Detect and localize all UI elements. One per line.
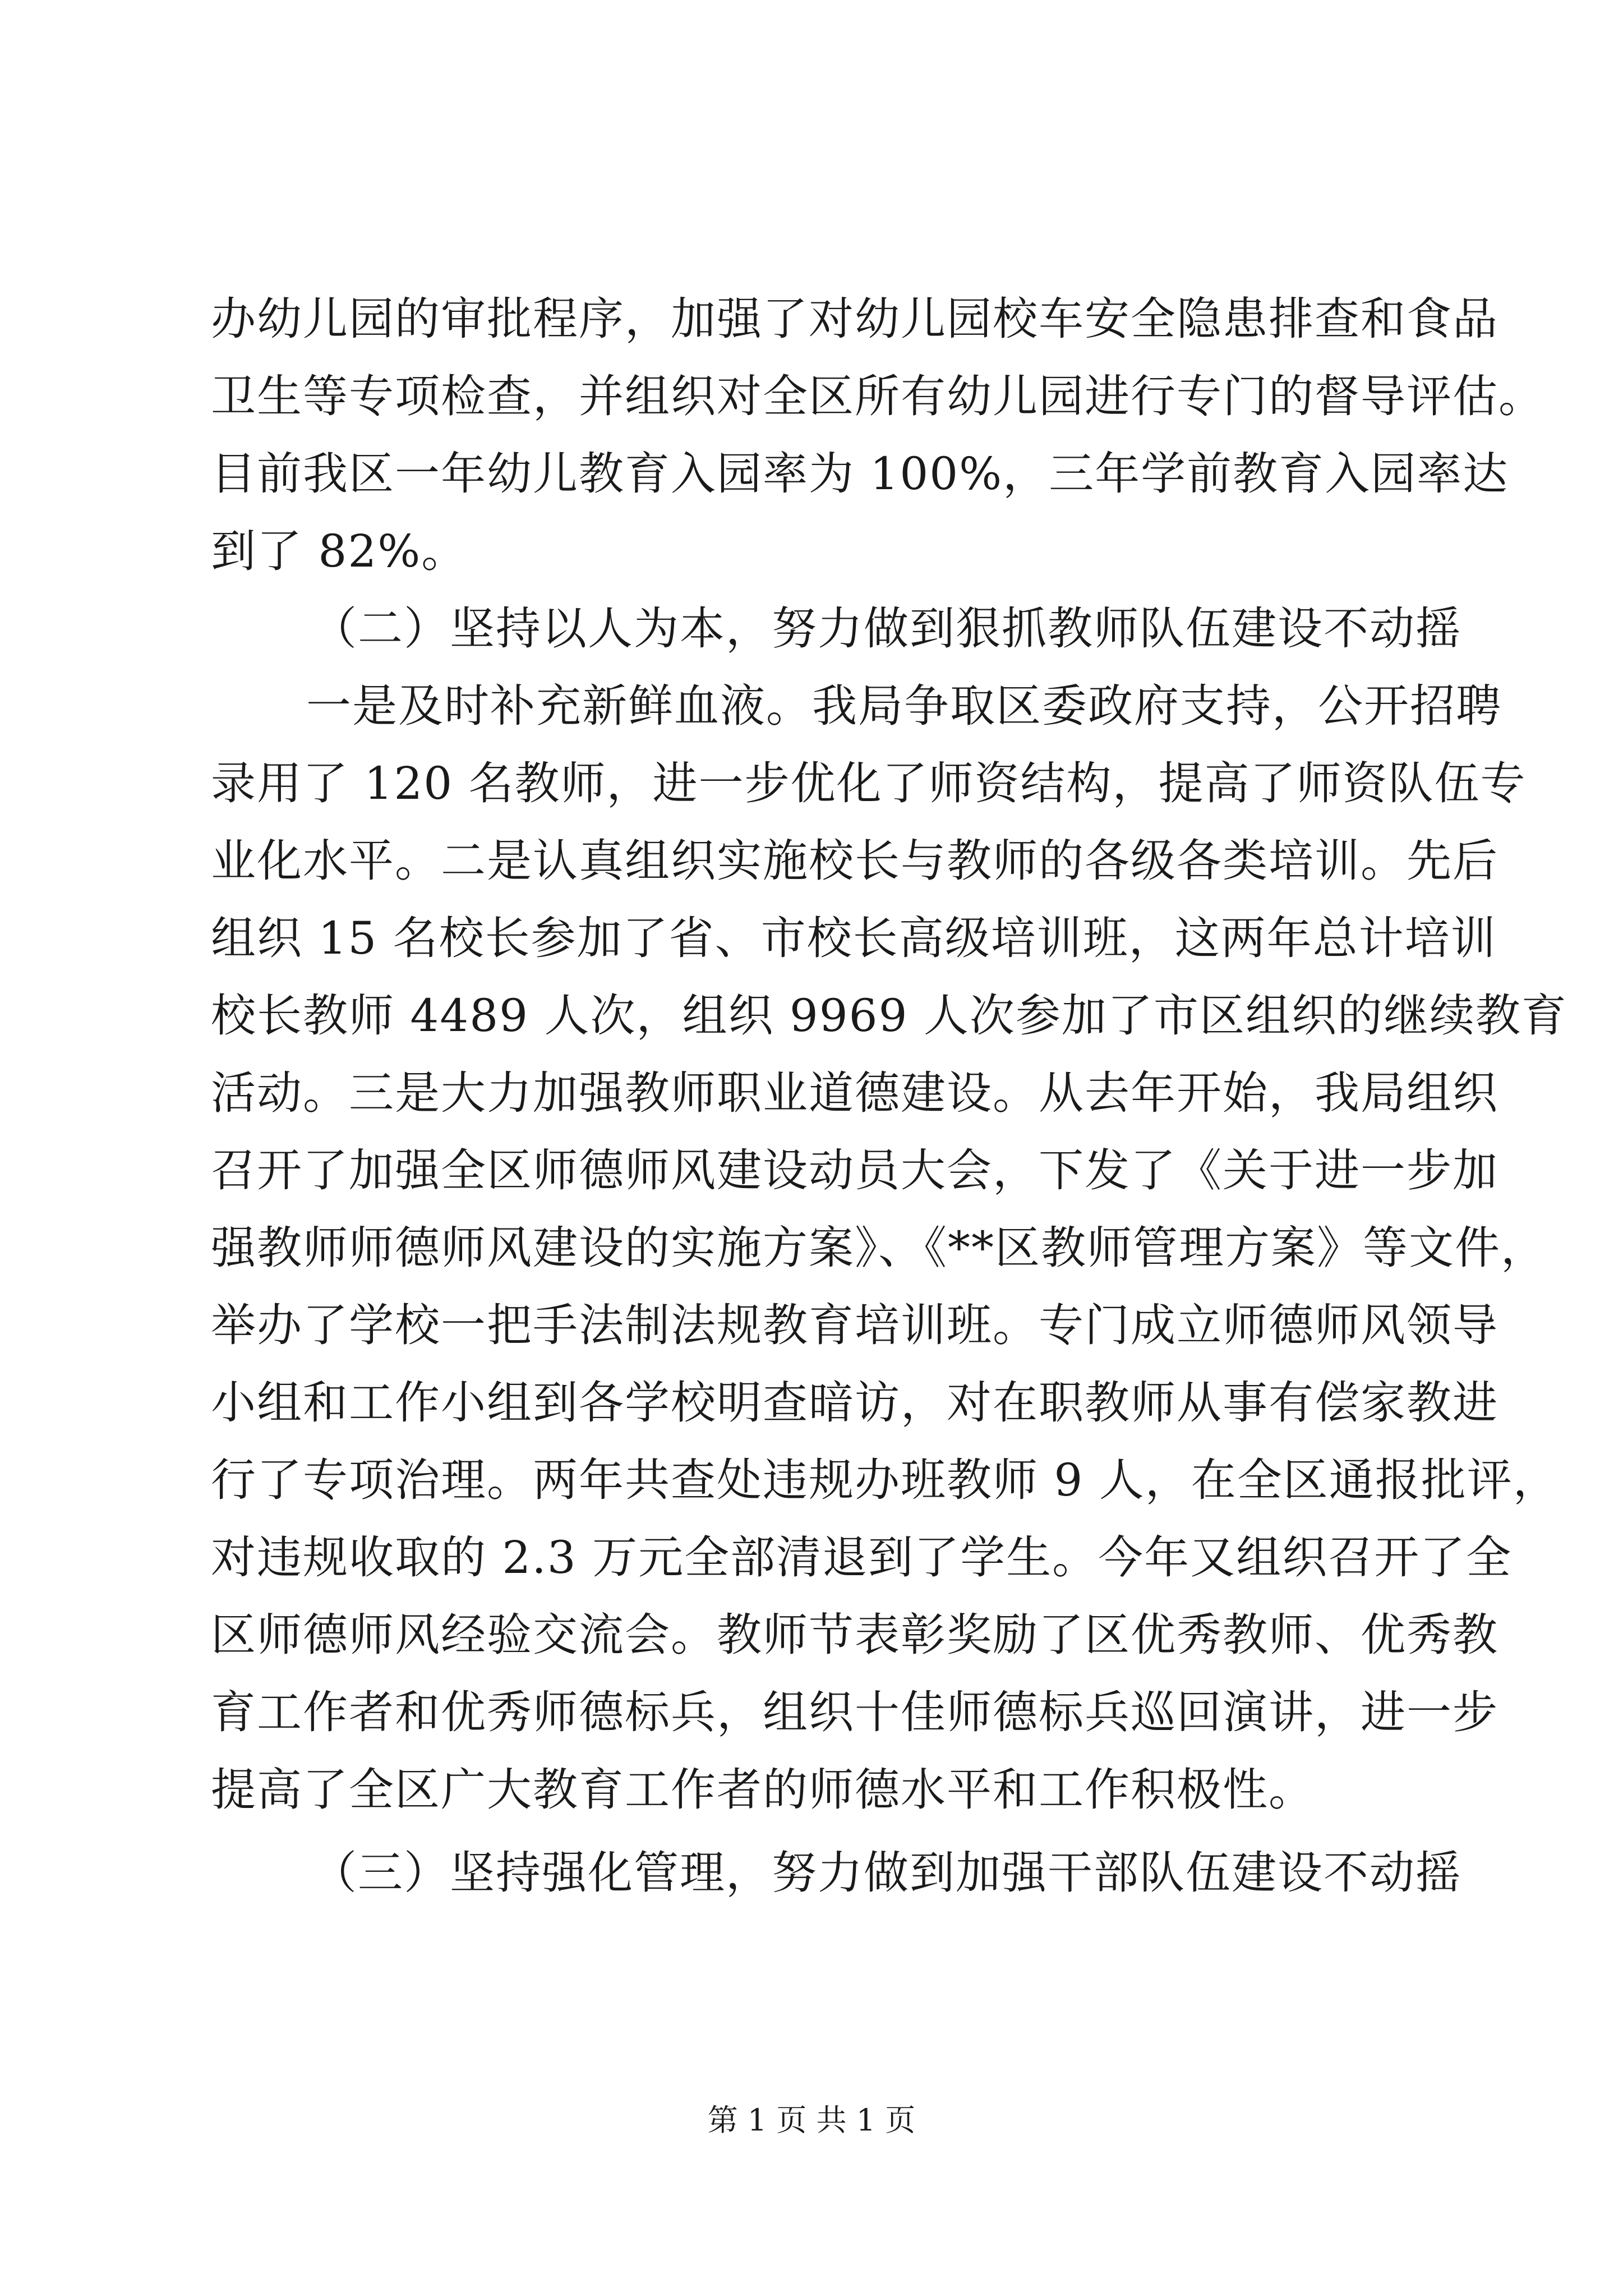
body-line: 召开了加强全区师德师风建设动员大会，下发了《关于进一步加 [211, 1144, 1498, 1197]
body-line: 校长教师 4489 人次，组织 9969 人次参加了市区组织的继续教育 [211, 990, 1567, 1042]
body-line: 卫生等专项检查，并组织对全区所有幼儿园进行专门的督导评估。 [211, 370, 1544, 422]
body-line: 小组和工作小组到各学校明查暗访，对在职教师从事有偿家教进 [211, 1377, 1498, 1429]
section-heading: （三）坚持强化管理，努力做到加强干部队伍建设不动摇 [312, 1847, 1461, 1899]
body-line: 活动。三是大力加强教师职业道德建设。从去年开始，我局组织 [211, 1067, 1498, 1119]
body-line: 组织 15 名校长参加了省、市校长高级培训班，这两年总计培训 [211, 912, 1497, 964]
body-line: 到了 82%。 [211, 525, 468, 577]
body-line: 业化水平。二是认真组织实施校长与教师的各级各类培训。先后 [211, 835, 1498, 887]
body-line: 举办了学校一把手法制法规教育培训班。专门成立师德师风领导 [211, 1299, 1498, 1351]
body-line: 对违规收取的 2.3 万元全部清退到了学生。今年又组织召开了全 [211, 1531, 1513, 1584]
body-line: 育工作者和优秀师德标兵，组织十佳师德标兵巡回演讲，进一步 [211, 1686, 1498, 1738]
body-line: 行了专项治理。两年共查处违规办班教师 9 人，在全区通报批评， [211, 1454, 1559, 1506]
body-line: 目前我区一年幼儿教育入园率为 100%，三年学前教育入园率达 [211, 448, 1509, 500]
body-line: 提高了全区广大教育工作者的师德水平和工作积极性。 [211, 1764, 1315, 1816]
page-footer: 第 1 页 共 1 页 [707, 2102, 916, 2138]
body-line: 录用了 120 名教师，进一步优化了师资结构，提高了师资队伍专 [211, 757, 1527, 809]
document-body [211, 280, 1567, 1912]
body-line: 强教师师德师风建设的实施方案》、《**区教师管理方案》等文件， [211, 1222, 1547, 1274]
section-heading: （二）坚持以人为本，努力做到狠抓教师队伍建设不动摇 [312, 602, 1461, 655]
paragraph-first-line: 一是及时补充新鲜血液。我局争取区委政府支持，公开招聘 [306, 680, 1502, 732]
body-line: 办幼儿园的审批程序，加强了对幼儿园校车安全隐患排查和食品 [211, 293, 1498, 345]
body-line: 区师德师风经验交流会。教师节表彰奖励了区优秀教师、优秀教 [211, 1609, 1498, 1661]
